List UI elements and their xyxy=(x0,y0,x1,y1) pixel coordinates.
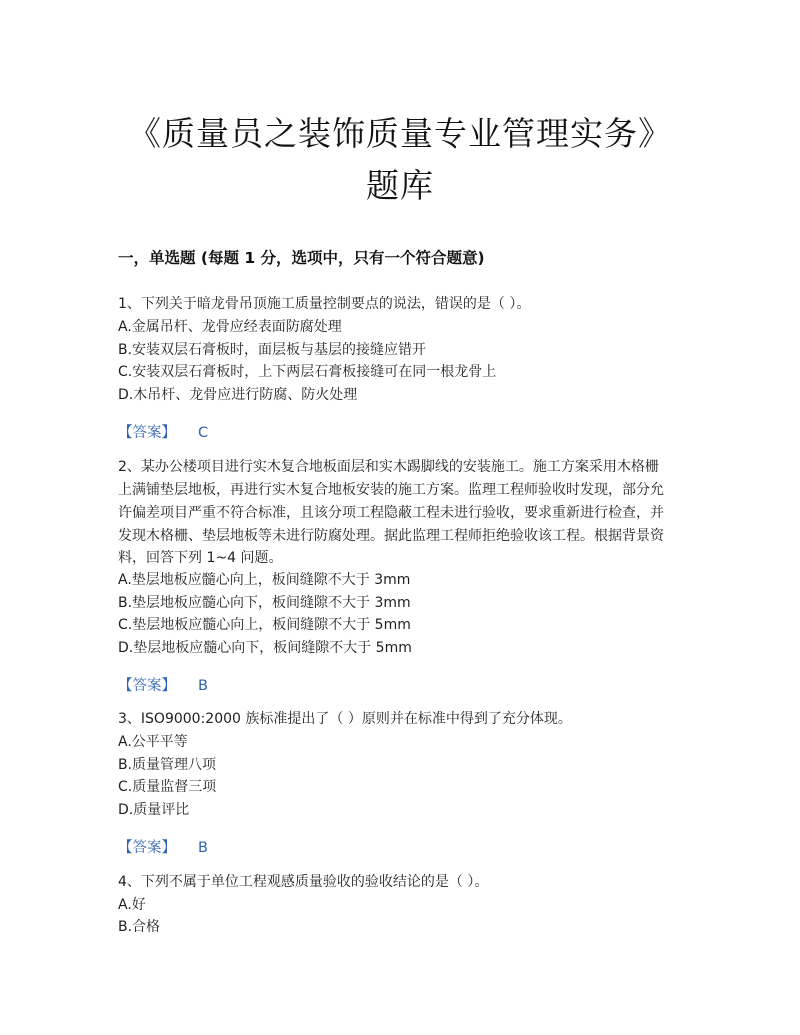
question-2-option-c: C.垫层地板应髓心向上，板间缝隙不大于 5mm xyxy=(118,617,411,633)
answer-label: 【答案】 xyxy=(118,678,176,694)
question-2-option-d: D.垫层地板应髓心向下，板间缝隙不大于 5mm xyxy=(118,640,412,656)
question-3-option-a: A.公平平等 xyxy=(118,734,188,750)
question-3-answer xyxy=(118,836,208,857)
section-heading: 一，单选题 (每题 1 分，选项中，只有一个符合题意) xyxy=(118,249,485,267)
answer-label: 【答案】 xyxy=(118,840,176,856)
question-1-stem: 1、下列关于暗龙骨吊顶施工质量控制要点的说法，错误的是（ ）。 xyxy=(118,296,531,312)
question-2-stem-line-3: 许偏差项目严重不符合标准，且该分项工程隐蔽工程未进行验收，要求重新进行检查，并 xyxy=(118,505,664,521)
question-4-option-a: A.好 xyxy=(118,897,146,913)
answer-value: C xyxy=(198,425,209,441)
document-title-sub: 题库 xyxy=(366,166,434,205)
question-2-answer xyxy=(118,674,208,695)
question-2-stem-line-1: 2、某办公楼项目进行实木复合地板面层和实木踢脚线的安装施工。施工方案采用木格栅 xyxy=(118,459,659,475)
question-1-answer xyxy=(118,421,208,442)
question-2-option-b: B.垫层地板应髓心向下，板间缝隙不大于 3mm xyxy=(118,595,411,611)
question-1-option-d: D.木吊杆、龙骨应进行防腐、防火处理 xyxy=(118,387,358,403)
question-1-option-b: B.安装双层石膏板时，面层板与基层的接缝应错开 xyxy=(118,342,427,358)
question-4-stem: 4、下列不属于单位工程观感质量验收的验收结论的是（ ）。 xyxy=(118,874,489,890)
question-4-option-b: B.合格 xyxy=(118,919,161,935)
question-2-stem-line-5: 料，回答下列 1~4 问题。 xyxy=(118,550,283,566)
answer-value: B xyxy=(198,678,208,694)
question-1-option-a: A.金属吊杆、龙骨应经表面防腐处理 xyxy=(118,319,342,335)
question-1-option-c: C.安装双层石膏板时，上下两层石膏板接缝可在同一根龙骨上 xyxy=(118,364,497,380)
question-2-stem-line-4: 发现木格栅、垫层地板等未进行防腐处理。据此监理工程师拒绝验收该工程。根据背景资 xyxy=(118,528,664,544)
question-2-option-a: A.垫层地板应髓心向上，板间缝隙不大于 3mm xyxy=(118,572,411,588)
answer-label: 【答案】 xyxy=(118,425,176,441)
question-3-option-c: C.质量监督三项 xyxy=(118,779,217,795)
question-3-option-d: D.质量评比 xyxy=(118,802,190,818)
question-3-option-b: B.质量管理八项 xyxy=(118,757,217,773)
answer-value: B xyxy=(198,840,208,856)
document-title: 《质量员之装饰质量专业管理实务》 xyxy=(128,114,672,153)
question-2-stem-line-2: 上满铺垫层地板，再进行实木复合地板安装的施工方案。监理工程师验收时发现，部分允 xyxy=(118,482,664,498)
question-3-stem: 3、ISO9000:2000 族标准提出了（ ）原则并在标准中得到了充分体现。 xyxy=(118,711,572,727)
